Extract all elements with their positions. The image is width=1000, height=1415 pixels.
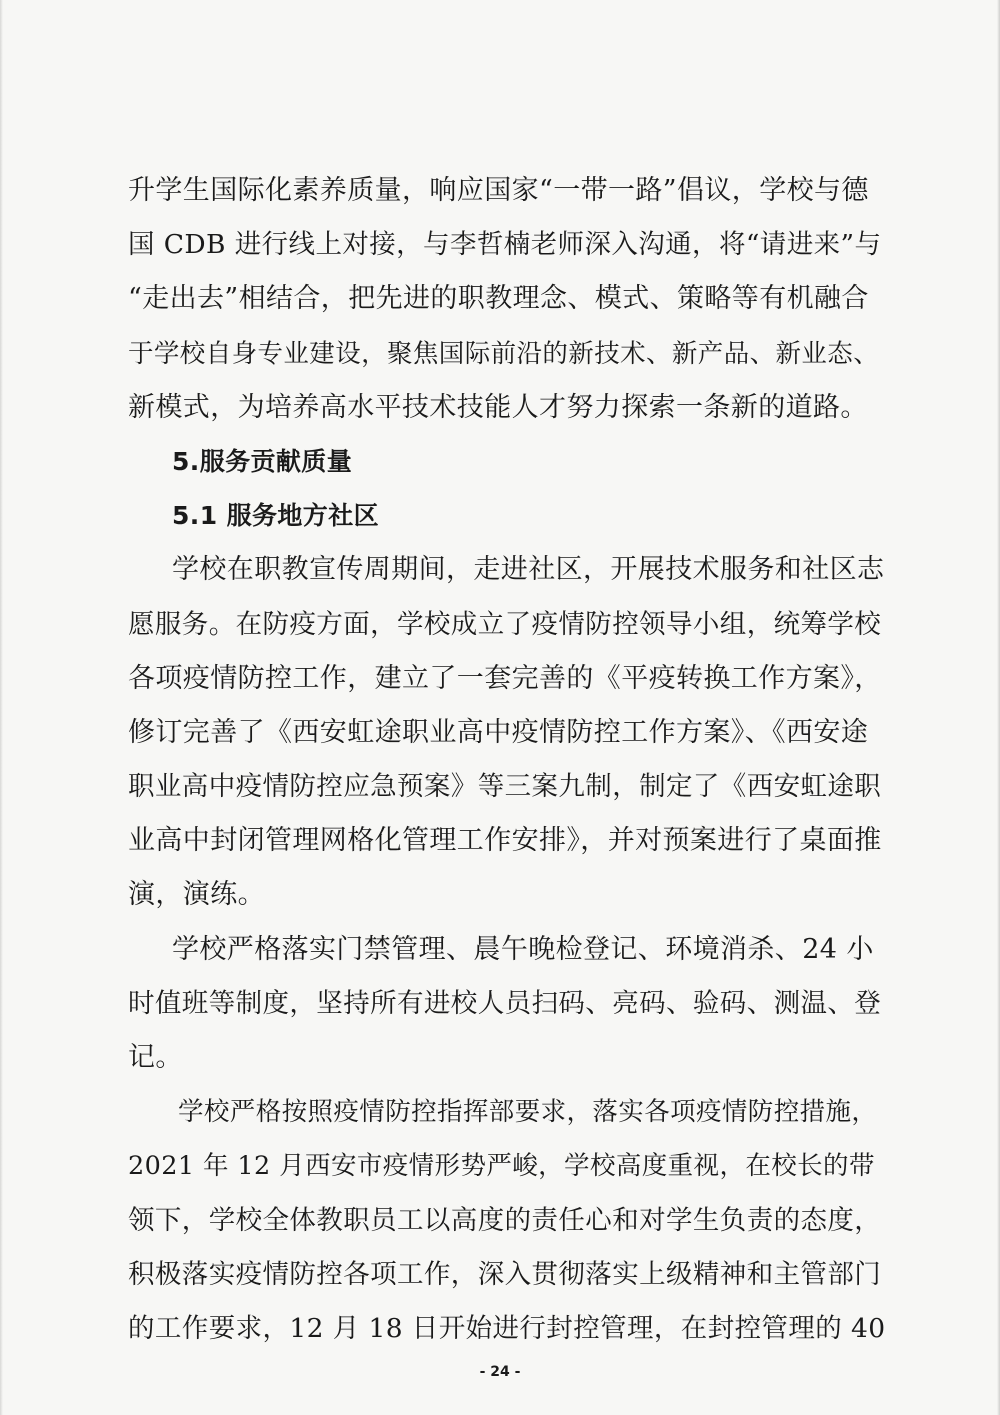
text-line: “走出去”相结合，把先进的职教理念、模式、策略等有机融合 bbox=[128, 283, 869, 315]
text-line: 新模式，为培养高水平技术技能人才努力探索一条新的道路。 bbox=[128, 391, 868, 423]
text-line: 修订完善了《西安虹途职业高中疫情防控工作方案》、《西安途 bbox=[128, 716, 869, 748]
text-line: 学校严格落实门禁管理、晨午晚检登记、环境消杀、24 小 bbox=[172, 933, 874, 965]
text-line: 记。 bbox=[128, 1042, 183, 1073]
text-line: 愿服务。在防疫方面，学校成立了疫情防控领导小组，统筹学校 bbox=[128, 608, 882, 640]
text-line: 的工作要求，12 月 18 日开始进行封控管理，在封控管理的 40 bbox=[128, 1312, 886, 1344]
text-line: 升学生国际化素养质量，响应国家“一带一路”倡议，学校与德 bbox=[128, 175, 869, 206]
text-line: 领下，学校全体教职员工以高度的责任心和对学生负责的态度， bbox=[128, 1204, 882, 1236]
text-line: 2021 年 12 月西安市疫情形势严峻，学校高度重视，在校长的带 bbox=[128, 1151, 875, 1182]
text-line: 国 CDB 进行线上对接，与李哲楠老师深入沟通，将“请进来”与 bbox=[128, 229, 882, 261]
text-line: 时值班等制度，坚持所有进校人员扫码、亮码、验码、测温、登 bbox=[128, 987, 882, 1019]
section-heading-5: 5.服务贡献质量 bbox=[172, 446, 353, 476]
text-line: 学校严格按照疫情防控指挥部要求，落实各项疫情防控措施， bbox=[178, 1097, 878, 1128]
text-line: 于学校自身专业建设，聚焦国际前沿的新技术、新产品、新业态、 bbox=[128, 338, 880, 369]
page-edge-left bbox=[0, 0, 3, 1415]
text-line: 职业高中疫情防控应急预案》等三案九制，制定了《西安虹途职 bbox=[128, 771, 882, 803]
section-heading-5-1: 5.1 服务地方社区 bbox=[172, 501, 379, 531]
page-number: - 24 - bbox=[479, 1364, 521, 1380]
text-line: 各项疫情防控工作，建立了一套完善的《平疫转换工作方案》， bbox=[128, 662, 882, 694]
text-line: 学校在职教宣传周期间，走进社区，开展技术服务和社区志 bbox=[172, 554, 885, 586]
document-body bbox=[128, 164, 888, 1356]
text-line: 演，演练。 bbox=[128, 879, 265, 911]
text-line: 业高中封闭管理网格化管理工作安排》，并对预案进行了桌面推 bbox=[128, 825, 882, 857]
text-line: 积极落实疫情防控各项工作，深入贯彻落实上级精神和主管部门 bbox=[128, 1258, 882, 1290]
